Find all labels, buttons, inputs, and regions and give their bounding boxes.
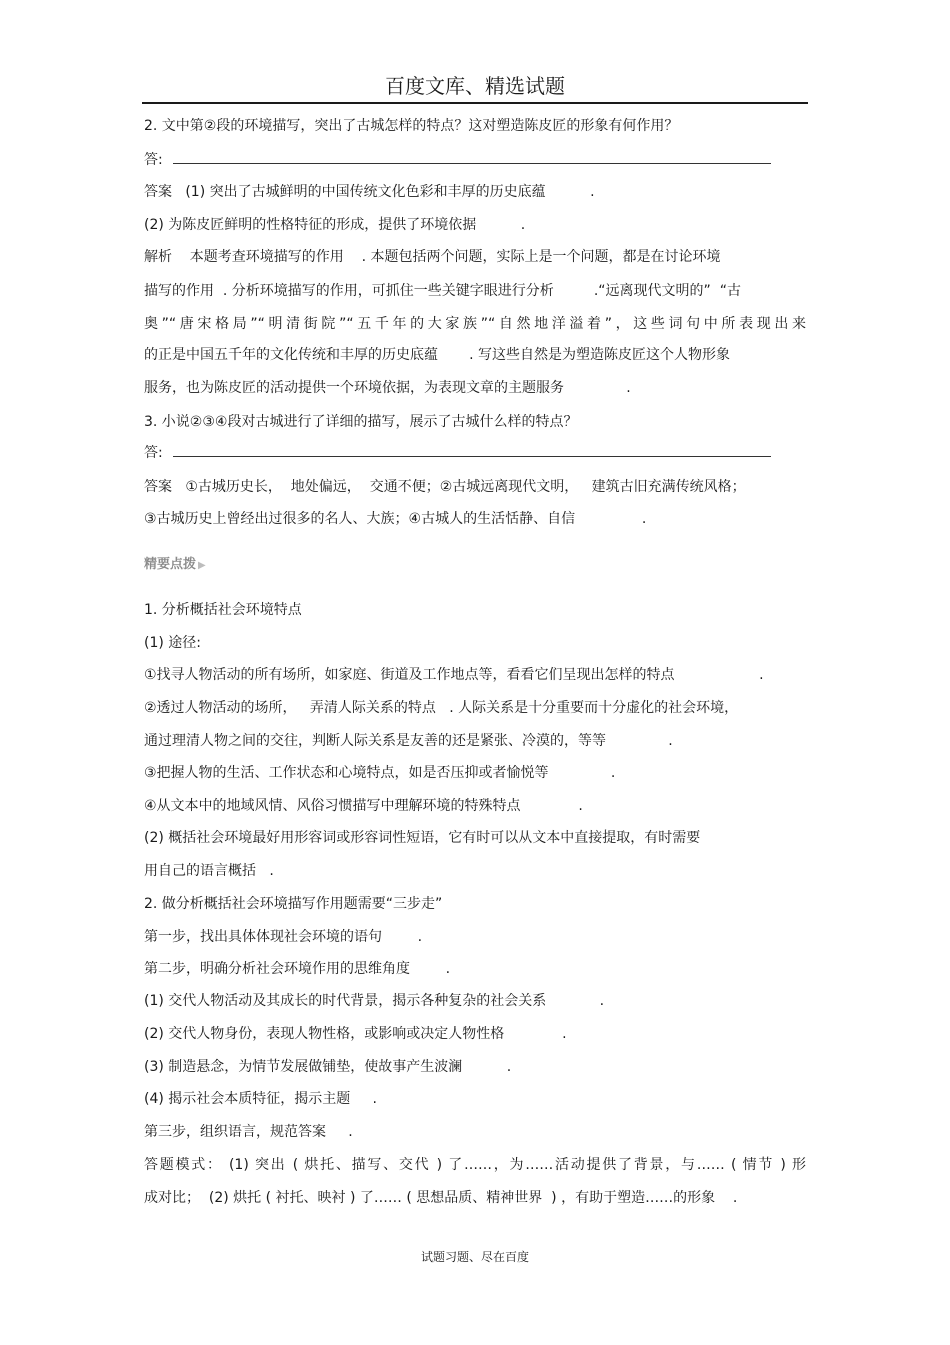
tip-line: 答题模式： (1) 突出 ( 烘托、描写、交代 ) 了……，为……活动提供了背景，与…… ( 情节 ) 形 bbox=[144, 1157, 806, 1173]
answer-blank bbox=[173, 444, 771, 457]
answer-line-2 bbox=[144, 150, 806, 170]
analysis-line: 奥”“唐宋格局”“明清街院”“五千年的大家族”“自然地洋溢着”，这些词句中所表现出来 bbox=[144, 316, 806, 332]
tip-line: 通过理清人物之间的交往，判断人际关系是友善的还是紧张、冷漠的，等等 . bbox=[144, 733, 673, 749]
analysis-line: 的正是中国五千年的文化传统和丰厚的历史底蕴 . 写这些自然是为塑造陈皮匠这个人物形象 bbox=[144, 347, 731, 363]
tip-line: 第三步，组织语言，规范答案 . bbox=[144, 1124, 353, 1140]
analysis-line: 解析 本题考查环境描写的作用 . 本题包括两个问题，实际上是一个问题，都是在讨论环境 bbox=[144, 249, 721, 265]
tip-line: 第二步，明确分析社会环境作用的思维角度 . bbox=[144, 961, 451, 977]
section-label bbox=[144, 555, 206, 576]
triangle-right-icon: ▶ bbox=[198, 560, 206, 571]
tip-line: 用自己的语言概括 . bbox=[144, 863, 274, 879]
analysis-line: 服务，也为陈皮匠的活动提供一个环境依据，为表现文章的主题服务 . bbox=[144, 380, 631, 396]
tip-line: ③把握人物的生活、工作状态和心境特点，如是否压抑或者愉悦等 . bbox=[144, 765, 616, 781]
tip-line: 第一步，找出具体体现社会环境的语句 . bbox=[144, 929, 423, 945]
tip-line: (1) 交代人物活动及其成长的时代背景，揭示各种复杂的社会关系 . bbox=[144, 993, 605, 1009]
question-2: 2. 文中第②段的环境描写，突出了古城怎样的特点？这对塑造陈皮匠的形象有何作用？ bbox=[144, 118, 679, 134]
answer-blank bbox=[173, 151, 771, 164]
page-footer: 试题习题、尽在百度 bbox=[420, 1250, 529, 1264]
tip-line: 2. 做分析概括社会环境描写作用题需要“三步走” bbox=[144, 896, 443, 912]
analysis-line: 描写的作用 . 分析环境描写的作用，可抓住一些关键字眼进行分析 .“远离现代文明的” “古 bbox=[144, 283, 741, 299]
tip-line: (2) 概括社会环境最好用形容词或形容词性短语，它有时可以从文本中直接提取，有时需要 bbox=[144, 830, 701, 846]
tip-line: 1. 分析概括社会环境特点 bbox=[144, 602, 302, 618]
tip-line: (1) 途径: bbox=[144, 635, 201, 651]
answer-key-2b: (2) 为陈皮匠鲜明的性格特征的形成，提供了环境依据 . bbox=[144, 217, 526, 233]
tip-line: (2) 交代人物身份，表现人物性格，或影响或决定人物性格 . bbox=[144, 1026, 567, 1042]
answer-key-2a: 答案 (1) 突出了古城鲜明的中国传统文化色彩和丰厚的历史底蕴 . bbox=[144, 184, 595, 200]
answer-key-3b: ③古城历史上曾经出过很多的名人、大族；④古城人的生活恬静、自信 . bbox=[144, 511, 647, 527]
tip-line: ①找寻人物活动的所有场所，如家庭、街道及工作地点等，看看它们呈现出怎样的特点 . bbox=[144, 667, 764, 683]
answer-line-3 bbox=[144, 443, 806, 463]
answer-label: 答: bbox=[144, 445, 163, 461]
page-title: 百度文库、精选试题 bbox=[385, 74, 565, 98]
answer-label: 答: bbox=[144, 152, 163, 168]
question-3: 3. 小说②③④段对古城进行了详细的描写，展示了古城什么样的特点？ bbox=[144, 414, 578, 430]
tip-line: 成对比； (2) 烘托 ( 衬托、映衬 ) 了…… ( 思想品质、精神世界 ) ，有助于塑造……的形象 . bbox=[144, 1190, 738, 1206]
tip-line: ④从文本中的地域风情、风俗习惯描写中理解环境的特殊特点 . bbox=[144, 798, 583, 814]
section-label-text: 精要点拨 bbox=[144, 557, 197, 572]
tip-line: ②透过人物活动的场所， 弄清人际关系的特点 . 人际关系是十分重要而十分虚化的社会环境， bbox=[144, 700, 739, 716]
answer-key-3a: 答案 ①古城历史长， 地处偏远， 交通不便；②古城远离现代文明， 建筑古旧充满传统风格； bbox=[144, 479, 746, 495]
tip-line: (3) 制造悬念，为情节发展做铺垫，使故事产生波澜 . bbox=[144, 1059, 512, 1075]
page-header bbox=[142, 70, 808, 104]
tip-line: (4) 揭示社会本质特征，揭示主题 . bbox=[144, 1091, 377, 1107]
